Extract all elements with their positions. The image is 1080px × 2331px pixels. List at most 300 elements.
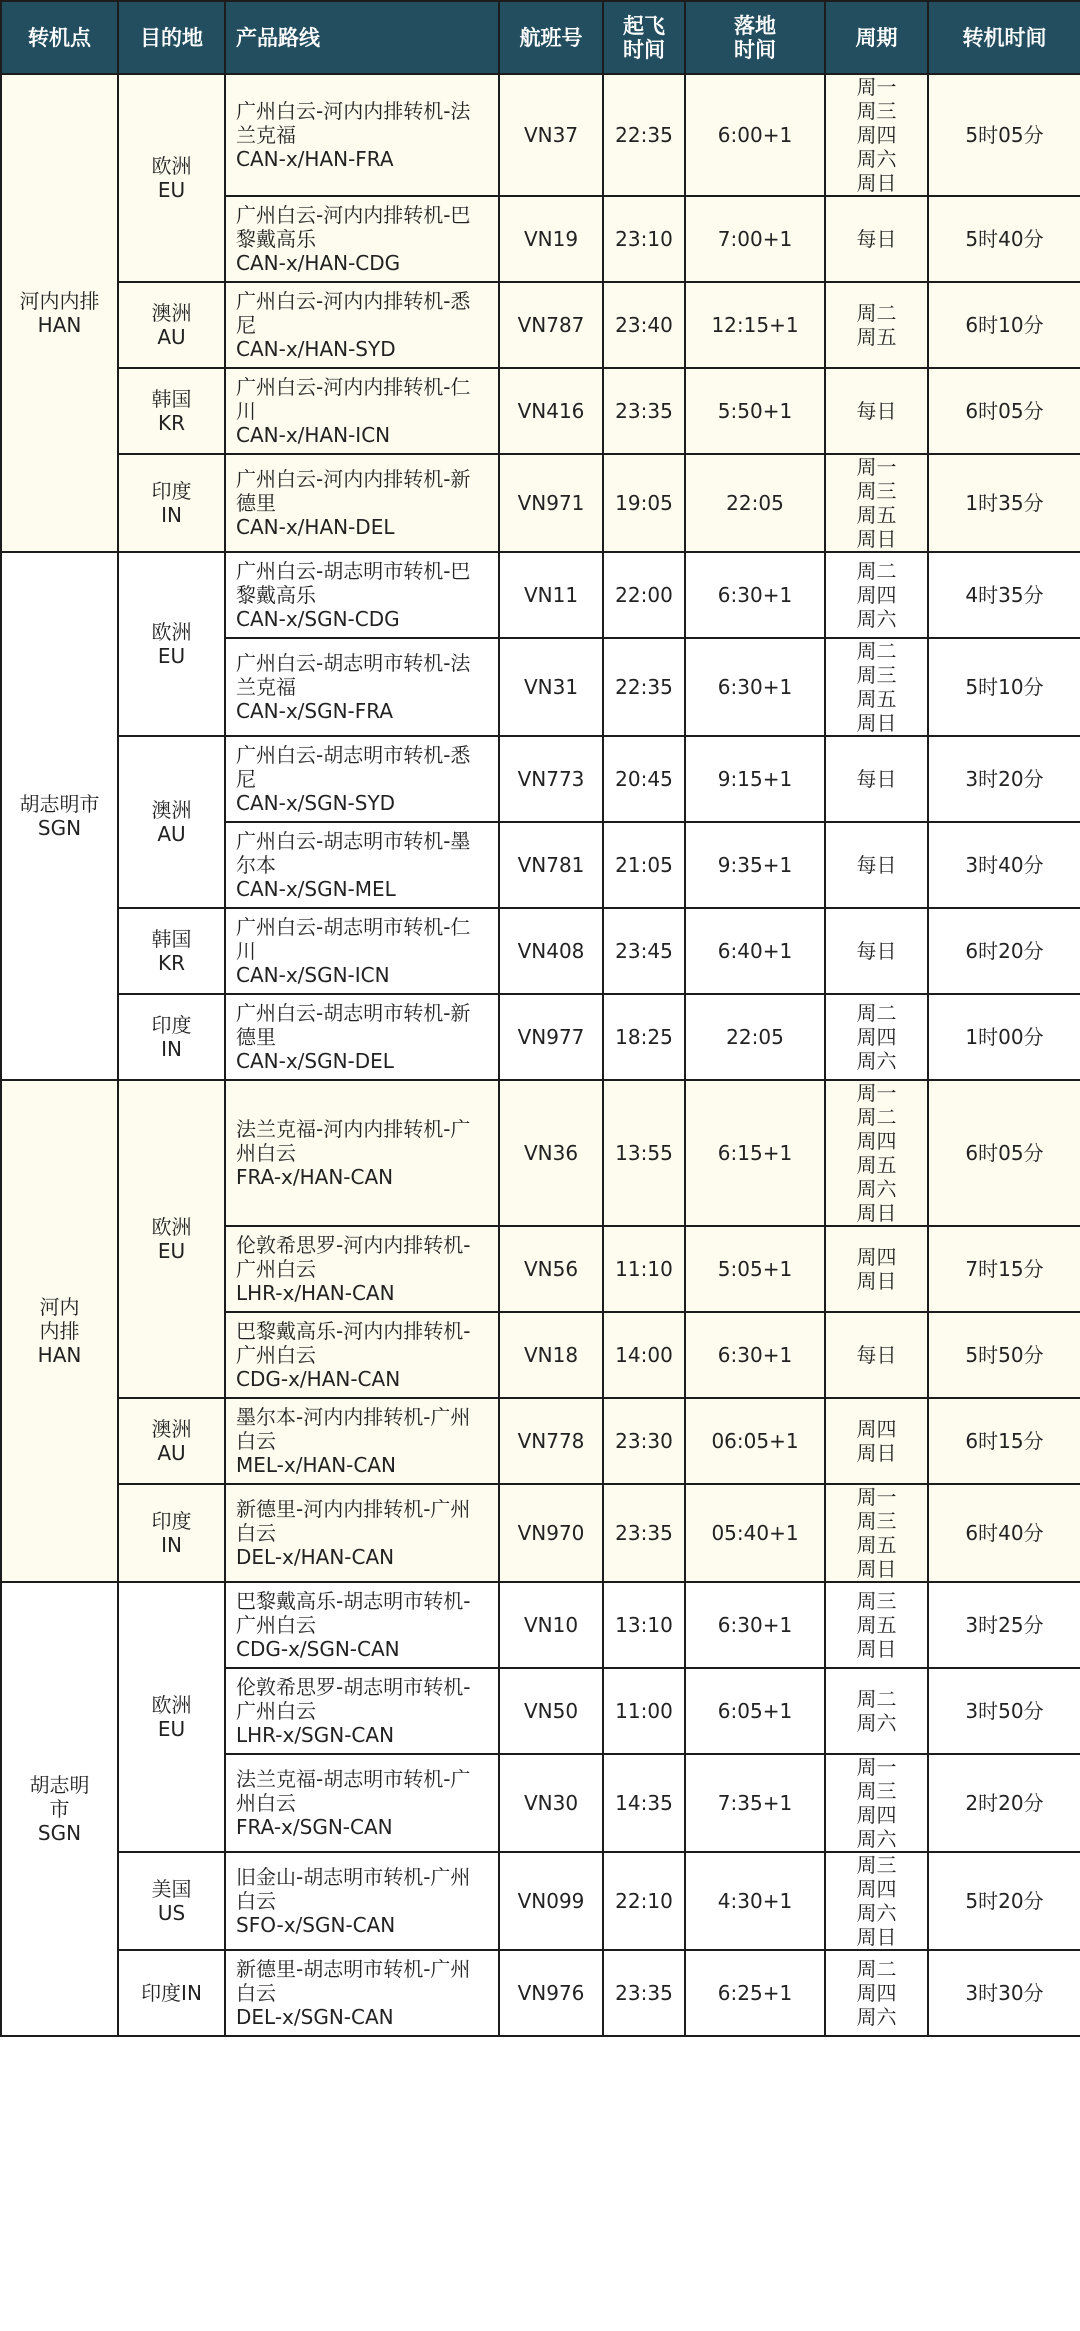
region-line: 印度 (151, 479, 192, 503)
route-line: 伦敦希思罗-河内内排转机- (236, 1233, 471, 1257)
route-line: 白云 (236, 1981, 276, 2005)
flight-number: VN19 (499, 196, 603, 282)
arrive-time: 6:30+1 (685, 638, 825, 736)
header-route: 产品路线 (225, 1, 499, 74)
route-cell (225, 1226, 499, 1312)
route-line: 巴黎戴高乐-胡志明市转机- (236, 1589, 471, 1613)
cycle-day: 周二 (856, 301, 897, 325)
transfer-point-line: HAN (37, 1343, 82, 1367)
route-line: 德里 (236, 1025, 276, 1049)
flight-number: VN50 (499, 1668, 603, 1754)
route-line: DEL-x/SGN-CAN (236, 2005, 394, 2029)
cycle-cell (825, 196, 928, 282)
route-line: 广州白云-河内内排转机-法 (236, 99, 471, 123)
transfer-time: 6时40分 (928, 1484, 1080, 1582)
arrive-time: 6:30+1 (685, 552, 825, 638)
origin-region-cell (118, 1950, 225, 2036)
destination-cell (118, 454, 225, 552)
origin-region-cell (118, 1582, 225, 1852)
route-line: CAN-x/HAN-DEL (236, 515, 395, 539)
route-cell (225, 1080, 499, 1226)
depart-time: 22:00 (603, 552, 685, 638)
flight-number: VN56 (499, 1226, 603, 1312)
cycle-day: 周日 (856, 711, 897, 735)
cycle-cell (825, 822, 928, 908)
destination-cell (118, 74, 225, 282)
header-transfer-time: 转机时间 (928, 1, 1080, 74)
route-cell (225, 1312, 499, 1398)
transfer-time: 5时50分 (928, 1312, 1080, 1398)
route-line: CAN-x/SGN-ICN (236, 963, 390, 987)
header-flight: 航班号 (499, 1, 603, 74)
route-line: 新德里-河内内排转机-广州 (236, 1497, 471, 1521)
depart-time: 23:30 (603, 1398, 685, 1484)
route-line: 伦敦希思罗-胡志明市转机- (236, 1675, 471, 1699)
transfer-time: 3时40分 (928, 822, 1080, 908)
route-cell (225, 1484, 499, 1582)
route-line: CAN-x/SGN-MEL (236, 877, 396, 901)
cycle-cell (825, 1312, 928, 1398)
header-depart-line: 起飞 (623, 13, 665, 38)
header-transfer-point: 转机点 (1, 1, 118, 74)
region-line: AU (157, 1441, 186, 1465)
route-line: 广州白云-河内内排转机-巴 (236, 203, 471, 227)
region-line: 韩国 (151, 927, 192, 951)
cycle-day: 周四 (856, 1877, 897, 1901)
destination-cell (118, 994, 225, 1080)
header-row (1, 1, 1080, 74)
depart-time: 13:10 (603, 1582, 685, 1668)
cycle-cell (825, 1080, 928, 1226)
route-line: CDG-x/SGN-CAN (236, 1637, 400, 1661)
destination-cell (118, 736, 225, 908)
cycle-day: 周一 (856, 1081, 897, 1105)
flight-number: VN416 (499, 368, 603, 454)
transfer-point-line: 市 (49, 1797, 70, 1821)
depart-time: 21:05 (603, 822, 685, 908)
depart-time: 13:55 (603, 1080, 685, 1226)
transfer-point-line: 胡志明市 (19, 792, 100, 816)
depart-time: 22:35 (603, 74, 685, 196)
table-row (1, 1484, 1080, 1582)
cycle-day: 周日 (856, 1637, 897, 1661)
route-line: DEL-x/HAN-CAN (236, 1545, 395, 1569)
header-cycle: 周期 (825, 1, 928, 74)
cycle-day: 周五 (856, 325, 897, 349)
cycle-day: 周四 (856, 1129, 897, 1153)
route-line: CAN-x/SGN-SYD (236, 791, 396, 815)
cycle-day: 周一 (856, 455, 897, 479)
transfer-time: 7时15分 (928, 1226, 1080, 1312)
depart-time: 23:35 (603, 1950, 685, 2036)
flight-number: VN099 (499, 1852, 603, 1950)
cycle-day: 每日 (856, 399, 897, 423)
arrive-time: 12:15+1 (685, 282, 825, 368)
route-line: 川 (236, 399, 256, 423)
table-row (1, 454, 1080, 552)
cycle-day: 周一 (856, 1485, 897, 1509)
cycle-day: 每日 (856, 1343, 897, 1367)
transfer-point-line: 河内内排 (19, 289, 100, 313)
route-line: 墨尔本-河内内排转机-广州 (236, 1405, 471, 1429)
cycle-day: 周日 (856, 1557, 897, 1581)
region-line: 澳洲 (151, 1417, 192, 1441)
flight-number: VN977 (499, 994, 603, 1080)
region-line: 印度 (151, 1013, 192, 1037)
cycle-day: 周一 (856, 75, 897, 99)
region-line: 韩国 (151, 387, 192, 411)
region-line: IN (161, 503, 182, 527)
transfer-point-line: 内排 (39, 1319, 80, 1343)
region-line: IN (161, 1037, 182, 1061)
arrive-time: 4:30+1 (685, 1852, 825, 1950)
cycle-cell (825, 368, 928, 454)
cycle-cell (825, 1668, 928, 1754)
cycle-day: 周二 (856, 1105, 897, 1129)
route-line: 法兰克福-胡志明市转机-广 (236, 1767, 471, 1791)
route-line: 白云 (236, 1521, 276, 1545)
origin-region-cell (118, 1080, 225, 1398)
route-cell (225, 368, 499, 454)
flight-number: VN971 (499, 454, 603, 552)
route-cell (225, 638, 499, 736)
cycle-day: 周六 (856, 1177, 897, 1201)
cycle-cell (825, 1754, 928, 1852)
route-line: LHR-x/HAN-CAN (236, 1281, 395, 1305)
route-line: CAN-x/HAN-ICN (236, 423, 391, 447)
route-line: 广州白云 (236, 1613, 316, 1637)
cycle-day: 周六 (856, 1049, 897, 1073)
cycle-day: 周五 (856, 687, 897, 711)
table-row (1, 736, 1080, 822)
region-line: 印度IN (141, 1981, 202, 2005)
table-row (1, 1398, 1080, 1484)
route-line: 广州白云-河内内排转机-仁 (236, 375, 471, 399)
depart-time: 23:35 (603, 368, 685, 454)
arrive-time: 6:40+1 (685, 908, 825, 994)
transfer-time: 5时20分 (928, 1852, 1080, 1950)
route-line: 旧金山-胡志明市转机-广州 (236, 1865, 471, 1889)
depart-time: 14:00 (603, 1312, 685, 1398)
cycle-day: 周三 (856, 479, 897, 503)
depart-time: 23:40 (603, 282, 685, 368)
flight-number: VN408 (499, 908, 603, 994)
cycle-day: 周四 (856, 1803, 897, 1827)
route-line: 广州白云 (236, 1257, 316, 1281)
transfer-time: 5时05分 (928, 74, 1080, 196)
transfer-time: 5时10分 (928, 638, 1080, 736)
region-line: 澳洲 (151, 301, 192, 325)
cycle-day: 周日 (856, 171, 897, 195)
flight-number: VN10 (499, 1582, 603, 1668)
flight-number: VN30 (499, 1754, 603, 1852)
route-line: 新德里-胡志明市转机-广州 (236, 1957, 471, 1981)
transfer-time: 1时00分 (928, 994, 1080, 1080)
route-line: SFO-x/SGN-CAN (236, 1913, 396, 1937)
route-line: 广州白云-河内内排转机-新 (236, 467, 471, 491)
cycle-day: 周日 (856, 1925, 897, 1949)
region-line: 欧洲 (151, 620, 192, 644)
destination-cell (118, 282, 225, 368)
route-line: CDG-x/HAN-CAN (236, 1367, 401, 1391)
cycle-day: 每日 (856, 939, 897, 963)
header-destination: 目的地 (118, 1, 225, 74)
route-line: 广州白云-胡志明市转机-新 (236, 1001, 471, 1025)
route-line: CAN-x/HAN-CDG (236, 251, 401, 275)
depart-time: 14:35 (603, 1754, 685, 1852)
transfer-point-line: 河内 (39, 1295, 80, 1319)
arrive-time: 6:25+1 (685, 1950, 825, 2036)
cycle-day: 周日 (856, 1201, 897, 1225)
cycle-day: 周六 (856, 1901, 897, 1925)
route-line: 兰克福 (236, 675, 296, 699)
cycle-day: 周二 (856, 559, 897, 583)
cycle-day: 周一 (856, 1755, 897, 1779)
flight-number: VN36 (499, 1080, 603, 1226)
arrive-time: 6:05+1 (685, 1668, 825, 1754)
transfer-point-cell (1, 1582, 118, 2036)
transfer-point-cell (1, 552, 118, 1080)
route-line: 法兰克福-河内内排转机-广 (236, 1117, 471, 1141)
transfer-time: 6时05分 (928, 1080, 1080, 1226)
cycle-day: 周二 (856, 1001, 897, 1025)
route-line: 尼 (236, 313, 256, 337)
destination-cell (118, 552, 225, 736)
transfer-time: 6时15分 (928, 1398, 1080, 1484)
transfer-time: 2时20分 (928, 1754, 1080, 1852)
route-line: 黎戴高乐 (236, 583, 316, 607)
header-arrive-line: 落地 (734, 13, 776, 38)
table-row (1, 994, 1080, 1080)
arrive-time: 9:15+1 (685, 736, 825, 822)
arrive-time: 5:50+1 (685, 368, 825, 454)
header-arrive-time (685, 1, 825, 74)
cycle-day: 周五 (856, 503, 897, 527)
cycle-cell (825, 638, 928, 736)
origin-region-cell (118, 1484, 225, 1582)
flight-number: VN18 (499, 1312, 603, 1398)
cycle-day: 每日 (856, 767, 897, 791)
transfer-point-cell (1, 1080, 118, 1582)
cycle-day: 周六 (856, 147, 897, 171)
cycle-cell (825, 908, 928, 994)
table-row (1, 1950, 1080, 2036)
cycle-day: 周五 (856, 1533, 897, 1557)
route-line: 广州白云 (236, 1343, 316, 1367)
depart-time: 23:35 (603, 1484, 685, 1582)
flight-number: VN773 (499, 736, 603, 822)
cycle-cell (825, 74, 928, 196)
origin-region-cell (118, 1852, 225, 1950)
cycle-day: 周三 (856, 1779, 897, 1803)
route-cell (225, 552, 499, 638)
route-line: 广州白云-胡志明市转机-仁 (236, 915, 471, 939)
transfer-time: 3时50分 (928, 1668, 1080, 1754)
cycle-cell (825, 282, 928, 368)
route-cell (225, 736, 499, 822)
route-line: 尔本 (236, 853, 276, 877)
table-row (1, 1582, 1080, 1668)
transfer-time: 4时35分 (928, 552, 1080, 638)
cycle-day: 周六 (856, 1711, 897, 1735)
cycle-day: 周日 (856, 1269, 897, 1293)
region-line: IN (161, 1533, 182, 1557)
route-line: CAN-x/HAN-FRA (236, 147, 394, 171)
cycle-day: 周三 (856, 1509, 897, 1533)
region-line: 澳洲 (151, 798, 192, 822)
depart-time: 18:25 (603, 994, 685, 1080)
cycle-day: 周三 (856, 1589, 897, 1613)
region-line: EU (157, 178, 186, 202)
route-cell (225, 1950, 499, 2036)
depart-time: 22:35 (603, 638, 685, 736)
route-cell (225, 1398, 499, 1484)
arrive-time: 6:30+1 (685, 1582, 825, 1668)
cycle-cell (825, 454, 928, 552)
transfer-point-cell (1, 74, 118, 552)
arrive-time: 6:30+1 (685, 1312, 825, 1398)
table-body (1, 74, 1080, 2036)
destination-cell (118, 368, 225, 454)
origin-region-cell (118, 1398, 225, 1484)
flight-number: VN781 (499, 822, 603, 908)
cycle-cell (825, 1852, 928, 1950)
flight-number: VN778 (499, 1398, 603, 1484)
table-row (1, 1080, 1080, 1226)
depart-time: 11:00 (603, 1668, 685, 1754)
depart-time: 23:10 (603, 196, 685, 282)
route-line: CAN-x/SGN-DEL (236, 1049, 394, 1073)
transfer-time: 3时25分 (928, 1582, 1080, 1668)
transfer-point-line: SGN (37, 1821, 82, 1845)
route-line: 黎戴高乐 (236, 227, 316, 251)
route-line: LHR-x/SGN-CAN (236, 1723, 395, 1747)
depart-time: 11:10 (603, 1226, 685, 1312)
route-line: CAN-x/SGN-FRA (236, 699, 394, 723)
route-cell (225, 454, 499, 552)
route-line: 广州白云-胡志明市转机-巴 (236, 559, 471, 583)
depart-time: 22:10 (603, 1852, 685, 1950)
cycle-day: 周四 (856, 1025, 897, 1049)
region-line: 印度 (151, 1509, 192, 1533)
table-row (1, 1852, 1080, 1950)
route-cell (225, 908, 499, 994)
region-line: EU (157, 1717, 186, 1741)
transfer-time: 6时10分 (928, 282, 1080, 368)
cycle-day: 周四 (856, 1981, 897, 2005)
cycle-cell (825, 1398, 928, 1484)
cycle-cell (825, 736, 928, 822)
cycle-day: 每日 (856, 227, 897, 251)
cycle-day: 周二 (856, 1957, 897, 1981)
transfer-time: 3时20分 (928, 736, 1080, 822)
region-line: 欧洲 (151, 1693, 192, 1717)
table-row (1, 368, 1080, 454)
route-line: 州白云 (236, 1791, 296, 1815)
region-line: KR (157, 951, 185, 975)
cycle-day: 周日 (856, 1441, 897, 1465)
cycle-day: 周六 (856, 1827, 897, 1851)
route-line: 广州白云 (236, 1699, 316, 1723)
route-line: 德里 (236, 491, 276, 515)
route-line: FRA-x/SGN-CAN (236, 1815, 393, 1839)
cycle-day: 周五 (856, 1613, 897, 1637)
transfer-point-line: SGN (37, 816, 82, 840)
route-line: 广州白云-胡志明市转机-法 (236, 651, 471, 675)
flight-number: VN976 (499, 1950, 603, 2036)
region-line: EU (157, 1239, 186, 1263)
region-line: AU (157, 822, 186, 846)
cycle-day: 周日 (856, 527, 897, 551)
route-line: 川 (236, 939, 256, 963)
arrive-time: 05:40+1 (685, 1484, 825, 1582)
header-depart-time (603, 1, 685, 74)
transfer-time: 1时35分 (928, 454, 1080, 552)
cycle-day: 周四 (856, 583, 897, 607)
route-cell (225, 74, 499, 196)
arrive-time: 6:00+1 (685, 74, 825, 196)
cycle-day: 周三 (856, 663, 897, 687)
route-line: 广州白云-胡志明市转机-墨 (236, 829, 471, 853)
cycle-day: 周五 (856, 1153, 897, 1177)
transfer-time: 6时20分 (928, 908, 1080, 994)
cycle-day: 周四 (856, 1245, 897, 1269)
transfer-point-line: HAN (37, 313, 82, 337)
cycle-day: 周二 (856, 639, 897, 663)
transfer-time: 6时05分 (928, 368, 1080, 454)
cycle-day: 每日 (856, 853, 897, 877)
arrive-time: 7:35+1 (685, 1754, 825, 1852)
header-depart-line: 时间 (623, 37, 665, 62)
cycle-cell (825, 1582, 928, 1668)
route-cell (225, 1668, 499, 1754)
cycle-day: 周二 (856, 1687, 897, 1711)
depart-time: 19:05 (603, 454, 685, 552)
table-row (1, 282, 1080, 368)
arrive-time: 06:05+1 (685, 1398, 825, 1484)
region-line: 欧洲 (151, 154, 192, 178)
cycle-day: 周四 (856, 1417, 897, 1441)
arrive-time: 9:35+1 (685, 822, 825, 908)
route-line: CAN-x/HAN-SYD (236, 337, 396, 361)
flight-number: VN787 (499, 282, 603, 368)
route-line: 尼 (236, 767, 256, 791)
arrive-time: 5:05+1 (685, 1226, 825, 1312)
route-line: 白云 (236, 1889, 276, 1913)
arrive-time: 6:15+1 (685, 1080, 825, 1226)
arrive-time: 22:05 (685, 454, 825, 552)
table-row (1, 552, 1080, 638)
flight-number: VN11 (499, 552, 603, 638)
region-line: US (157, 1901, 186, 1925)
cycle-cell (825, 1484, 928, 1582)
route-line: CAN-x/SGN-CDG (236, 607, 400, 631)
arrive-time: 22:05 (685, 994, 825, 1080)
route-cell (225, 822, 499, 908)
route-line: FRA-x/HAN-CAN (236, 1165, 394, 1189)
transfer-time: 3时30分 (928, 1950, 1080, 2036)
route-cell (225, 196, 499, 282)
cycle-day: 周三 (856, 99, 897, 123)
cycle-day: 周六 (856, 607, 897, 631)
header-arrive-line: 时间 (734, 37, 776, 62)
route-line: 州白云 (236, 1141, 296, 1165)
route-cell (225, 994, 499, 1080)
flight-number: VN37 (499, 74, 603, 196)
route-cell (225, 1582, 499, 1668)
region-line: AU (157, 325, 186, 349)
cycle-cell (825, 1950, 928, 2036)
